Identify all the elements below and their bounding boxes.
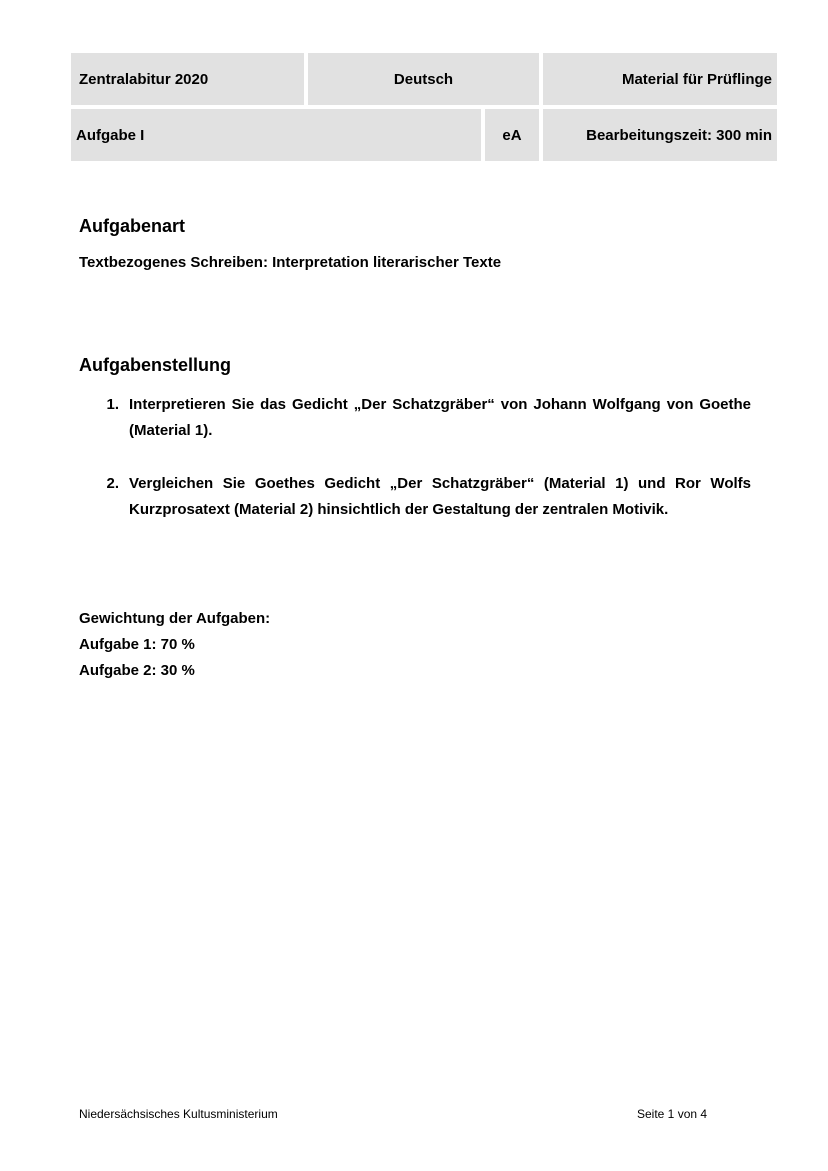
aufgabenstellung-title: Aufgabenstellung xyxy=(79,355,231,375)
task-item-2 xyxy=(79,471,751,523)
task-text: Vergleichen Sie Goethes Gedicht „Der Schatzgräber“ (Material 1) und Ror Wolfs Kurzprosatext (Material 2) hinsichtlich der Gestaltung der zentralen Motivik. xyxy=(129,475,751,518)
gewichtung-item-2: Aufgabe 2: 30 % xyxy=(79,662,195,679)
gewichtung-section xyxy=(79,606,751,684)
task-label: Aufgabe I xyxy=(71,109,481,161)
working-time: Bearbeitungszeit: 300 min xyxy=(543,109,777,161)
task-number: 2. xyxy=(106,475,119,492)
task-number: 1. xyxy=(106,396,119,413)
material-type: Material für Prüflinge xyxy=(543,53,777,105)
gewichtung-item-1: Aufgabe 1: 70 % xyxy=(79,636,195,653)
header-row-1 xyxy=(71,53,777,105)
header-row-2 xyxy=(71,109,777,161)
level-label: eA xyxy=(485,109,539,161)
aufgabenart-section xyxy=(79,216,751,271)
task-list xyxy=(79,392,751,523)
footer-ministry: Niedersächsisches Kultusministerium xyxy=(79,1107,278,1121)
subject: Deutsch xyxy=(308,53,539,105)
exam-title: Zentralabitur 2020 xyxy=(71,53,304,105)
header-table xyxy=(71,53,777,165)
gewichtung-title: Gewichtung der Aufgaben: xyxy=(79,610,271,627)
aufgabenart-title: Aufgabenart xyxy=(79,216,186,236)
task-text: Interpretieren Sie das Gedicht „Der Schatzgräber“ von Johann Wolfgang von Goethe (Material 1). xyxy=(129,396,751,439)
aufgabenstellung-section xyxy=(79,355,751,523)
task-item-1 xyxy=(79,392,751,444)
aufgabenart-text: Textbezogenes Schreiben: Interpretation literarischer Texte xyxy=(79,254,502,271)
footer-page-number: Seite 1 von 4 xyxy=(637,1107,708,1121)
